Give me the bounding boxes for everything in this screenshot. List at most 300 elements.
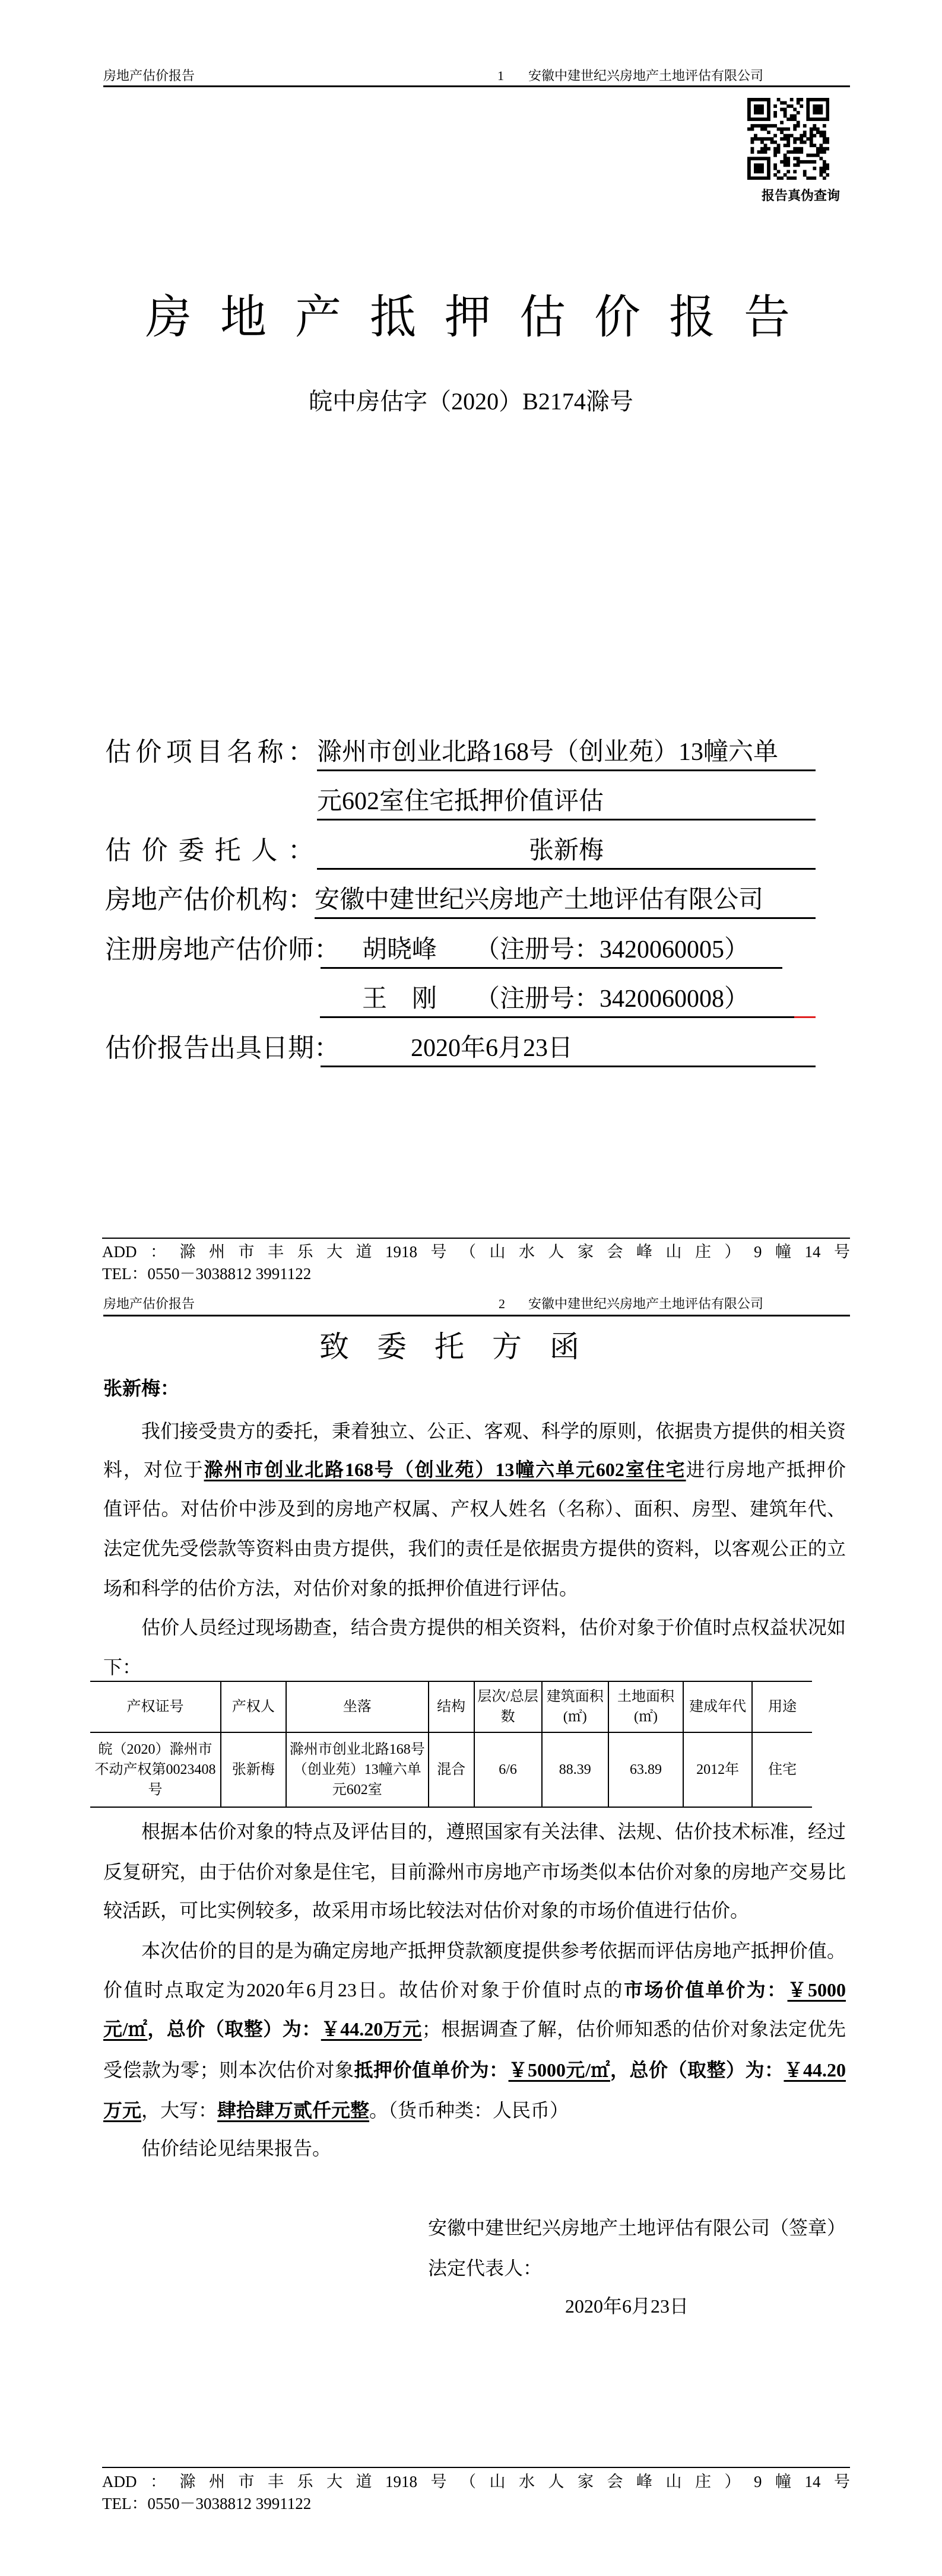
qr-module: [764, 124, 767, 128]
qr-module: [823, 131, 826, 134]
qr-module: [790, 104, 794, 108]
qr-module: [751, 128, 754, 131]
qr-module: [770, 124, 774, 128]
footer-rule: [102, 1238, 850, 1239]
qr-module: [760, 117, 764, 121]
qr-module: [760, 150, 764, 154]
text-segment: 法定优先受偿款等资料由贵方提供，我们的责任是依据贵方提供的资料，以客观公正的立: [103, 1538, 846, 1559]
qr-module: [786, 176, 790, 180]
header-title: 房地产估价报告: [103, 68, 195, 83]
qr-module: [777, 150, 781, 154]
qr-module: [819, 98, 823, 101]
qr-module: [819, 150, 823, 154]
letter-line: [103, 2016, 846, 2042]
qr-module: [793, 163, 797, 167]
property-table: [90, 1681, 812, 1808]
qr-module: [823, 134, 826, 138]
qr-module: [800, 134, 803, 138]
qr-module: [747, 108, 751, 112]
qr-module: [767, 157, 770, 160]
qr-module: [764, 157, 767, 160]
qr-module: [786, 144, 790, 147]
table-header-cell: 建筑面积(㎡): [542, 1681, 608, 1732]
qr-module: [751, 98, 754, 101]
qr-module: [747, 173, 751, 177]
text-segment: 。（货币种类：人民币）: [369, 2100, 569, 2121]
qr-module: [819, 117, 823, 121]
qr-module: [764, 150, 767, 154]
qr-module: [760, 108, 764, 112]
appraiser2-name: 王 刚: [362, 985, 437, 1013]
header-rule: [103, 1315, 850, 1316]
qr-module: [786, 128, 790, 131]
qr-module: [773, 163, 777, 167]
underline: [317, 868, 816, 870]
appraiser1-name: 胡晓峰: [362, 936, 437, 963]
qr-module: [800, 150, 803, 154]
table-cell: 2012年: [683, 1732, 752, 1807]
qr-module: [747, 157, 751, 160]
underline: [317, 819, 816, 820]
footer-tel: TEL：0550－3038812 3991122: [102, 2495, 312, 2513]
table-header-row: [90, 1681, 812, 1732]
qr-module: [754, 117, 757, 121]
qr-module: [784, 173, 787, 177]
table-cell: 滁州市创业北路168号（创业苑）13幢六单元602室: [286, 1732, 429, 1807]
qr-module: [806, 115, 810, 118]
qr-module: [784, 134, 787, 138]
table-cell: 6/6: [474, 1732, 542, 1807]
qr-module: [786, 137, 790, 141]
text-segment: 估价结论见结果报告。: [141, 2138, 332, 2159]
qr-module: [757, 137, 761, 141]
letter-line: [141, 1938, 846, 1964]
qr-module: [819, 167, 823, 170]
qr-module: [790, 150, 794, 154]
emphasis-text: 元/㎡: [103, 2018, 148, 2040]
qr-module: [760, 98, 764, 101]
qr-module: [757, 111, 761, 115]
emphasis-text: ￥5000元/㎡: [508, 2059, 610, 2081]
qr-module: [793, 176, 797, 180]
qr-module: [793, 115, 797, 118]
qr-module: [813, 104, 816, 108]
qr-module: [747, 111, 751, 115]
emphasis-text: 肆拾肆万贰仟元整: [217, 2100, 370, 2121]
qr-module: [757, 98, 761, 101]
text-segment: ，大写：: [141, 2100, 218, 2121]
qr-module: [784, 101, 787, 105]
qr-module: [810, 141, 813, 144]
qr-module: [819, 157, 823, 160]
table-header-cell: 坐落: [286, 1681, 429, 1732]
qr-module: [760, 137, 764, 141]
qr-module: [747, 98, 751, 101]
qr-module: [777, 170, 781, 173]
qr-module: [813, 124, 816, 128]
qr-module: [773, 147, 777, 151]
qr-module: [751, 117, 754, 121]
table-row: [90, 1732, 812, 1807]
qr-module: [806, 137, 810, 141]
emphasis-text: 滁州市创业北路168号（创业苑）13幢六单元602室住宅: [204, 1459, 686, 1480]
qr-module: [826, 104, 829, 108]
qr-module: [784, 163, 787, 167]
qr-module: [760, 141, 764, 144]
text-segment: 反复研究，由于估价对象是住宅，目前滁州市房地产市场类似本估价对象的房地产交易比: [103, 1861, 846, 1882]
letter-line: [103, 2097, 846, 2123]
qr-module: [747, 167, 751, 170]
qr-module: [816, 98, 820, 101]
qr-module: [797, 137, 800, 141]
qr-module: [803, 131, 807, 134]
qr-module: [767, 108, 770, 112]
signature-company: 安徽中建世纪兴房地产土地评估有限公司（签章）: [428, 2217, 846, 2238]
qr-module: [747, 170, 751, 173]
qr-module: [806, 160, 810, 164]
qr-module: [819, 104, 823, 108]
text-segment: 下：: [103, 1656, 142, 1678]
qr-module: [764, 144, 767, 147]
project-value-line2: 元602室住宅抵押价值评估: [317, 788, 604, 815]
qr-module: [751, 150, 754, 154]
qr-module: [760, 124, 764, 128]
qr-module: [767, 137, 770, 141]
qr-module: [760, 157, 764, 160]
underline: [320, 1016, 794, 1018]
qr-module: [793, 108, 797, 112]
qr-module: [754, 98, 757, 101]
qr-module: [754, 170, 757, 173]
page-number: 2: [499, 1296, 505, 1311]
qr-module: [819, 134, 823, 138]
qr-module: [806, 111, 810, 115]
qr-module: [784, 111, 787, 115]
qr-module: [826, 147, 829, 151]
qr-module: [813, 160, 816, 164]
letter-line: [141, 2135, 846, 2161]
qr-module: [773, 167, 777, 170]
qr-module: [793, 141, 797, 144]
qr-module: [810, 134, 813, 138]
letter-line: [103, 1897, 846, 1923]
qr-module: [826, 108, 829, 112]
text-segment: 料，对位于: [103, 1459, 204, 1480]
footer-address: ADD：滁州市丰乐大道1918号（山水人家会峰山庄）9幢14号: [102, 1243, 850, 1261]
qr-module: [757, 108, 761, 112]
qr-module: [806, 104, 810, 108]
qr-module: [793, 157, 797, 160]
underline: [321, 1066, 816, 1067]
qr-module: [747, 128, 751, 131]
qr-module: [773, 111, 777, 115]
qr-module: [810, 137, 813, 141]
text-segment: 进行房地产抵押价: [686, 1459, 846, 1480]
qr-module: [813, 154, 816, 157]
header-company: 安徽中建世纪兴房地产土地评估有限公司: [528, 1296, 764, 1311]
qr-module: [797, 147, 800, 151]
qr-module: [780, 160, 784, 164]
qr-module: [784, 154, 787, 157]
qr-code-icon: [747, 98, 829, 180]
qr-module: [784, 128, 787, 131]
underline: [321, 967, 782, 969]
letter-line: [141, 1614, 846, 1640]
qr-module: [747, 104, 751, 108]
table-cell: 63.89: [608, 1732, 683, 1807]
appraiser2-reg: （注册号：3420060008）: [475, 985, 750, 1013]
qr-module: [826, 141, 829, 144]
qr-module: [747, 101, 751, 105]
qr-module: [760, 111, 764, 115]
qr-module: [777, 128, 781, 131]
qr-module: [790, 176, 794, 180]
date-label: 估价报告出具日期：: [105, 1033, 340, 1063]
qr-module: [760, 170, 764, 173]
qr-module: [757, 124, 761, 128]
letter-line: [103, 1496, 846, 1522]
qr-module: [757, 150, 761, 154]
qr-module: [760, 104, 764, 108]
client-value: 张新梅: [528, 837, 604, 864]
qr-module: [826, 115, 829, 118]
qr-module: [767, 124, 770, 128]
qr-module: [754, 167, 757, 170]
qr-module: [803, 141, 807, 144]
qr-module: [803, 173, 807, 177]
qr-module: [767, 176, 770, 180]
table-cell: 张新梅: [221, 1732, 286, 1807]
qr-module: [823, 147, 826, 151]
qr-module: [813, 176, 816, 180]
qr-module: [764, 137, 767, 141]
qr-module: [767, 167, 770, 170]
qr-module: [826, 101, 829, 105]
qr-module: [784, 160, 787, 164]
qr-module: [773, 141, 777, 144]
qr-module: [767, 147, 770, 151]
client-label: 估价委托人：: [105, 836, 314, 865]
table-cell: 住宅: [752, 1732, 812, 1807]
qr-module: [797, 163, 800, 167]
qr-module: [751, 141, 754, 144]
letter-line: [141, 1418, 846, 1444]
qr-module: [826, 111, 829, 115]
qr-module: [823, 167, 826, 170]
header-title: 房地产估价报告: [103, 1296, 195, 1311]
qr-module: [793, 170, 797, 173]
agency-label: 房地产估价机构：: [105, 885, 314, 914]
qr-module: [810, 176, 813, 180]
qr-module: [826, 137, 829, 141]
qr-module: [760, 147, 764, 151]
qr-module: [780, 101, 784, 105]
qr-module: [786, 134, 790, 138]
letter-line: [141, 1818, 846, 1844]
report-title: 房地产抵押估价报告: [145, 291, 790, 343]
qr-module: [816, 131, 820, 134]
qr-module: [813, 117, 816, 121]
signature-date: 2020年6月23日: [565, 2295, 689, 2317]
report-number: 皖中房估字（2020）B2174滁号: [309, 388, 633, 415]
qr-module: [767, 131, 770, 134]
qr-module: [760, 163, 764, 167]
letter-line: [103, 1977, 846, 2003]
salutation: 张新梅：: [103, 1378, 180, 1399]
qr-module: [806, 154, 810, 157]
qr-module: [784, 144, 787, 147]
qr-module: [757, 163, 761, 167]
text-segment: 场和科学的估价方法，对估价对象的抵押价值进行评估。: [103, 1578, 579, 1599]
qr-module: [786, 170, 790, 173]
qr-module: [803, 124, 807, 128]
text-segment: 我们接受贵方的委托，秉着独立、公正、客观、科学的原则，依据贵方提供的相关资: [141, 1420, 846, 1442]
qr-module: [764, 147, 767, 151]
qr-module: [797, 111, 800, 115]
qr-module: [754, 163, 757, 167]
emphasis-text: 抵押价值单价为：: [354, 2059, 509, 2081]
qr-module: [751, 176, 754, 180]
qr-module: [793, 137, 797, 141]
qr-module: [767, 117, 770, 121]
qr-module: [806, 117, 810, 121]
qr-module: [797, 160, 800, 164]
qr-module: [784, 108, 787, 112]
text-segment: 本次估价的目的是为确定房地产抵押贷款额度提供参考依据而评估房地产抵押价值。: [141, 1940, 846, 1961]
qr-module: [790, 98, 794, 101]
qr-module: [800, 160, 803, 164]
qr-module: [777, 98, 781, 101]
qr-module: [760, 176, 764, 180]
qr-module: [816, 128, 820, 131]
qr-module: [793, 128, 797, 131]
qr-module: [754, 111, 757, 115]
text-segment: 根据本估价对象的特点及评估目的，遵照国家有关法律、法规、估价技术标准，经过: [141, 1821, 846, 1842]
qr-module: [819, 170, 823, 173]
underline: [315, 917, 816, 919]
qr-module: [823, 98, 826, 101]
qr-module: [813, 108, 816, 112]
qr-module: [773, 173, 777, 177]
qr-module: [806, 176, 810, 180]
letter-line: [103, 1535, 846, 1561]
qr-module: [816, 150, 820, 154]
qr-module: [764, 128, 767, 131]
qr-module: [823, 176, 826, 180]
qr-module: [800, 98, 803, 101]
qr-module: [823, 160, 826, 164]
qr-module: [797, 150, 800, 154]
qr-module: [790, 117, 794, 121]
qr-module: [800, 104, 803, 108]
qr-module: [767, 160, 770, 164]
qr-module: [786, 141, 790, 144]
qr-module: [790, 134, 794, 138]
qr-module: [770, 137, 774, 141]
qr-module: [751, 124, 754, 128]
qr-module: [754, 124, 757, 128]
qr-module: [770, 141, 774, 144]
table-header-cell: 用途: [752, 1681, 812, 1732]
qr-module: [823, 137, 826, 141]
qr-module: [777, 144, 781, 147]
qr-module: [757, 117, 761, 121]
project-label: 估价项目名称：: [105, 737, 314, 767]
qr-module: [757, 104, 761, 108]
qr-module: [793, 150, 797, 154]
table-header-cell: 产权证号: [90, 1681, 221, 1732]
qr-module: [806, 98, 810, 101]
table-cell: 皖（2020）滁州市不动产权第0023408号: [90, 1732, 221, 1807]
letter-line: [103, 1859, 846, 1885]
qr-module: [754, 104, 757, 108]
qr-module: [780, 121, 784, 125]
qr-module: [813, 134, 816, 138]
qr-module: [810, 160, 813, 164]
letter-line: [103, 2057, 846, 2083]
agency-value: 安徽中建世纪兴房地产土地评估有限公司: [315, 886, 764, 914]
qr-module: [777, 147, 781, 151]
qr-module: [797, 157, 800, 160]
qr-label: 报告真伪查询: [762, 188, 840, 203]
qr-module: [767, 173, 770, 177]
qr-module: [767, 98, 770, 101]
qr-module: [826, 163, 829, 167]
qr-module: [747, 163, 751, 167]
text-segment: 受偿款为零；则本次估价对象: [103, 2059, 354, 2081]
qr-module: [823, 124, 826, 128]
qr-module: [819, 108, 823, 112]
qr-module: [786, 150, 790, 154]
qr-module: [819, 111, 823, 115]
text-segment: 较活跃，可比实例较多，故采用市场比较法对估价对象的市场价值进行估价。: [103, 1900, 750, 1921]
qr-module: [806, 101, 810, 105]
table-header-cell: 建成年代: [683, 1681, 752, 1732]
qr-module: [819, 147, 823, 151]
qr-module: [803, 170, 807, 173]
qr-module: [754, 157, 757, 160]
header-company: 安徽中建世纪兴房地产土地评估有限公司: [528, 68, 764, 83]
page-number: 1: [497, 68, 504, 83]
emphasis-text: ￥44.20万元: [321, 2018, 422, 2040]
qr-module: [810, 98, 813, 101]
qr-module: [767, 101, 770, 105]
qr-module: [786, 157, 790, 160]
qr-module: [773, 115, 777, 118]
qr-module: [773, 134, 777, 138]
qr-module: [797, 98, 800, 101]
qr-module: [810, 131, 813, 134]
qr-module: [751, 157, 754, 160]
qr-module: [784, 137, 787, 141]
qr-module: [813, 167, 816, 170]
footer-tel: TEL：0550－3038812 3991122: [102, 1265, 312, 1283]
qr-module: [747, 115, 751, 118]
emphasis-text: 市场价值单价为：: [624, 1979, 788, 2001]
qr-module: [751, 147, 754, 151]
qr-module: [816, 147, 820, 151]
emphasis-text: ，总价（取整）为：: [147, 2018, 321, 2040]
qr-module: [826, 173, 829, 177]
date-value: 2020年6月23日: [411, 1035, 573, 1062]
emphasis-text: 万元: [103, 2100, 142, 2121]
qr-module: [813, 128, 816, 131]
qr-module: [780, 108, 784, 112]
emphasis-text: ，总价（取整）为：: [610, 2059, 784, 2081]
qr-module: [793, 117, 797, 121]
qr-module: [767, 115, 770, 118]
qr-module: [764, 117, 767, 121]
